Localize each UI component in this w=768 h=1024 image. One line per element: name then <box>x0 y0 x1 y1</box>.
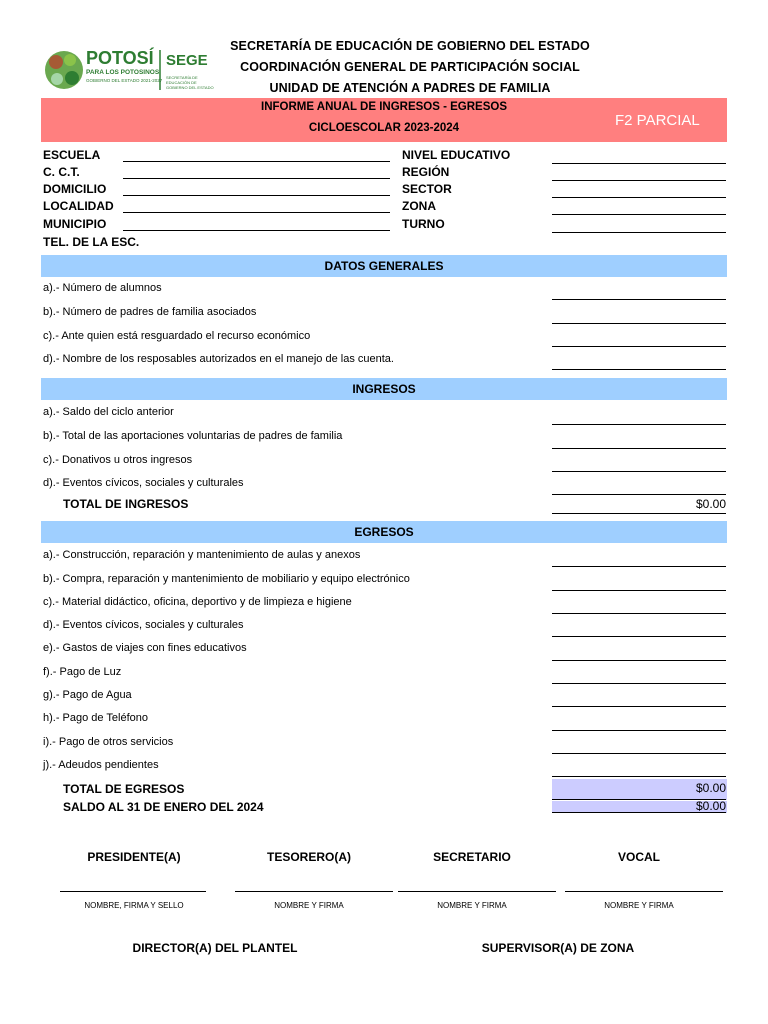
signature-line[interactable] <box>235 891 393 892</box>
egresos-item: b).- Compra, reparación y mantenimiento de mobiliario y equipo electrónico <box>43 573 410 585</box>
egresos-item: f).- Pago de Luz <box>43 666 122 678</box>
egresos-item: a).- Construcción, reparación y mantenimiento de aulas y anexos <box>43 549 361 561</box>
signature-caption: NOMBRE, FIRMA Y SELLO <box>84 901 184 910</box>
signature-caption: NOMBRE Y FIRMA <box>437 901 507 910</box>
signature-line[interactable] <box>565 891 723 892</box>
egresos-item: e).- Gastos de viajes con fines educativos <box>43 642 247 654</box>
signature-title: TESORERO(A) <box>267 850 351 864</box>
ingresos-item: a).- Saldo del ciclo anterior <box>43 406 174 418</box>
school-field-input[interactable] <box>552 197 726 198</box>
logo-small: GOBIERNO DEL ESTADO 2021-2027 <box>86 78 163 83</box>
section-title: DATOS GENERALES <box>324 259 444 273</box>
section-ingresos <box>41 378 727 400</box>
school-field-label: SECTOR <box>402 182 452 196</box>
egresos-item-input[interactable] <box>552 636 726 637</box>
egresos-item-input[interactable] <box>552 613 726 614</box>
total-ingresos-value: $0.00 <box>695 497 726 511</box>
ingresos-item-input[interactable] <box>552 494 726 495</box>
logo-brand: POTOSÍ <box>86 48 154 68</box>
section-datos-generales <box>41 255 727 277</box>
ingresos-item-input[interactable] <box>552 424 726 425</box>
egresos-item: i).- Pago de otros servicios <box>43 736 174 748</box>
datos-item: d).- Nombre de los resposables autorizados en el manejo de las cuenta. <box>43 353 394 365</box>
school-field-label: TURNO <box>402 217 445 231</box>
school-field-label: TEL. DE LA ESC. <box>43 235 140 249</box>
total-egresos-label: TOTAL DE EGRESOS <box>63 782 185 796</box>
saldo-label: SALDO AL 31 DE ENERO DEL 2024 <box>63 800 264 814</box>
school-field-label: NIVEL EDUCATIVO <box>402 148 511 162</box>
section-egresos <box>41 521 727 543</box>
egresos-item: g).- Pago de Agua <box>43 689 132 701</box>
school-field-label: LOCALIDAD <box>43 199 114 213</box>
school-field-input[interactable] <box>123 230 390 231</box>
total-egresos-value: $0.00 <box>695 781 726 795</box>
section-title: INGRESOS <box>352 382 416 396</box>
director-signature-title: DIRECTOR(A) DEL PLANTEL <box>132 941 298 955</box>
logo-tagline: PARA LOS POTOSINOS <box>86 69 160 76</box>
datos-item-input[interactable] <box>552 369 726 370</box>
egresos-item-input[interactable] <box>552 590 726 591</box>
egresos-item-input[interactable] <box>552 730 726 731</box>
datos-item-input[interactable] <box>552 323 726 324</box>
egresos-item-input[interactable] <box>552 776 726 777</box>
school-field-input[interactable] <box>123 161 390 162</box>
signature-line[interactable] <box>398 891 556 892</box>
school-field-input[interactable] <box>123 195 390 196</box>
egresos-item: d).- Eventos cívicos, sociales y culturales <box>43 619 244 631</box>
signature-line[interactable] <box>60 891 206 892</box>
school-field-label: MUNICIPIO <box>43 217 107 231</box>
report-banner <box>41 98 727 142</box>
school-field-input[interactable] <box>552 214 726 215</box>
school-field-label: DOMICILIO <box>43 182 107 196</box>
school-field-input[interactable] <box>552 163 726 164</box>
total-ingresos-line <box>552 513 726 514</box>
school-field-label: ESCUELA <box>43 148 101 162</box>
saldo-value: $0.00 <box>695 799 726 813</box>
header-line-1: SECRETARÍA DE EDUCACIÓN DE GOBIERNO DEL ESTADO <box>230 39 590 53</box>
report-title: INFORME ANUAL DE INGRESOS - EGRESOS <box>261 101 507 113</box>
signature-title: SECRETARIO <box>433 850 511 864</box>
egresos-item-input[interactable] <box>552 753 726 754</box>
ingresos-item: d).- Eventos cívicos, sociales y culturales <box>43 477 244 489</box>
form-tag: F2 PARCIAL <box>615 112 700 129</box>
egresos-item: j).- Adeudos pendientes <box>43 759 159 771</box>
signature-title: VOCAL <box>618 850 660 864</box>
egresos-item-input[interactable] <box>552 566 726 567</box>
school-field-input[interactable] <box>552 232 726 233</box>
ingresos-item-input[interactable] <box>552 471 726 472</box>
sege-subtitle: SECRETARÍA DE EDUCACIÓN DE GOBIERNO DEL ESTADO <box>166 75 214 90</box>
signature-caption: NOMBRE Y FIRMA <box>274 901 344 910</box>
section-title: EGRESOS <box>354 525 414 539</box>
datos-item: c).- Ante quien está resguardado el recurso económico <box>43 330 311 342</box>
saldo-line <box>552 812 726 813</box>
supervisor-signature-title: SUPERVISOR(A) DE ZONA <box>481 941 635 955</box>
egresos-item-input[interactable] <box>552 683 726 684</box>
school-field-label: ZONA <box>402 199 436 213</box>
datos-item-input[interactable] <box>552 299 726 300</box>
signature-title: PRESIDENTE(A) <box>87 850 181 864</box>
school-field-input[interactable] <box>123 178 390 179</box>
total-ingresos-label: TOTAL DE INGRESOS <box>63 497 189 511</box>
header-line-2: COORDINACIÓN GENERAL DE PARTICIPACIÓN SOCIAL <box>240 60 580 74</box>
school-field-label: REGIÓN <box>402 165 450 179</box>
school-field-label: C. C.T. <box>43 165 80 179</box>
sege-logo: SEGE <box>166 52 208 69</box>
datos-item: b).- Número de padres de familia asociados <box>43 306 257 318</box>
egresos-item-input[interactable] <box>552 660 726 661</box>
school-cycle: CICLOESCOLAR 2023-2024 <box>308 122 460 134</box>
school-field-input[interactable] <box>552 180 726 181</box>
signature-caption: NOMBRE Y FIRMA <box>604 901 674 910</box>
school-field-input[interactable] <box>123 212 390 213</box>
egresos-item: c).- Material didáctico, oficina, deportivo y de limpieza e higiene <box>43 596 352 608</box>
header-line-3: UNIDAD DE ATENCIÓN A PADRES DE FAMILIA <box>269 81 551 95</box>
datos-item: a).- Número de alumnos <box>43 282 162 294</box>
ingresos-item: c).- Donativos u otros ingresos <box>43 454 193 466</box>
ingresos-item-input[interactable] <box>552 448 726 449</box>
egresos-item-input[interactable] <box>552 706 726 707</box>
ingresos-item: b).- Total de las aportaciones voluntarias de padres de familia <box>43 430 343 442</box>
datos-item-input[interactable] <box>552 346 726 347</box>
egresos-item: h).- Pago de Teléfono <box>43 712 148 724</box>
